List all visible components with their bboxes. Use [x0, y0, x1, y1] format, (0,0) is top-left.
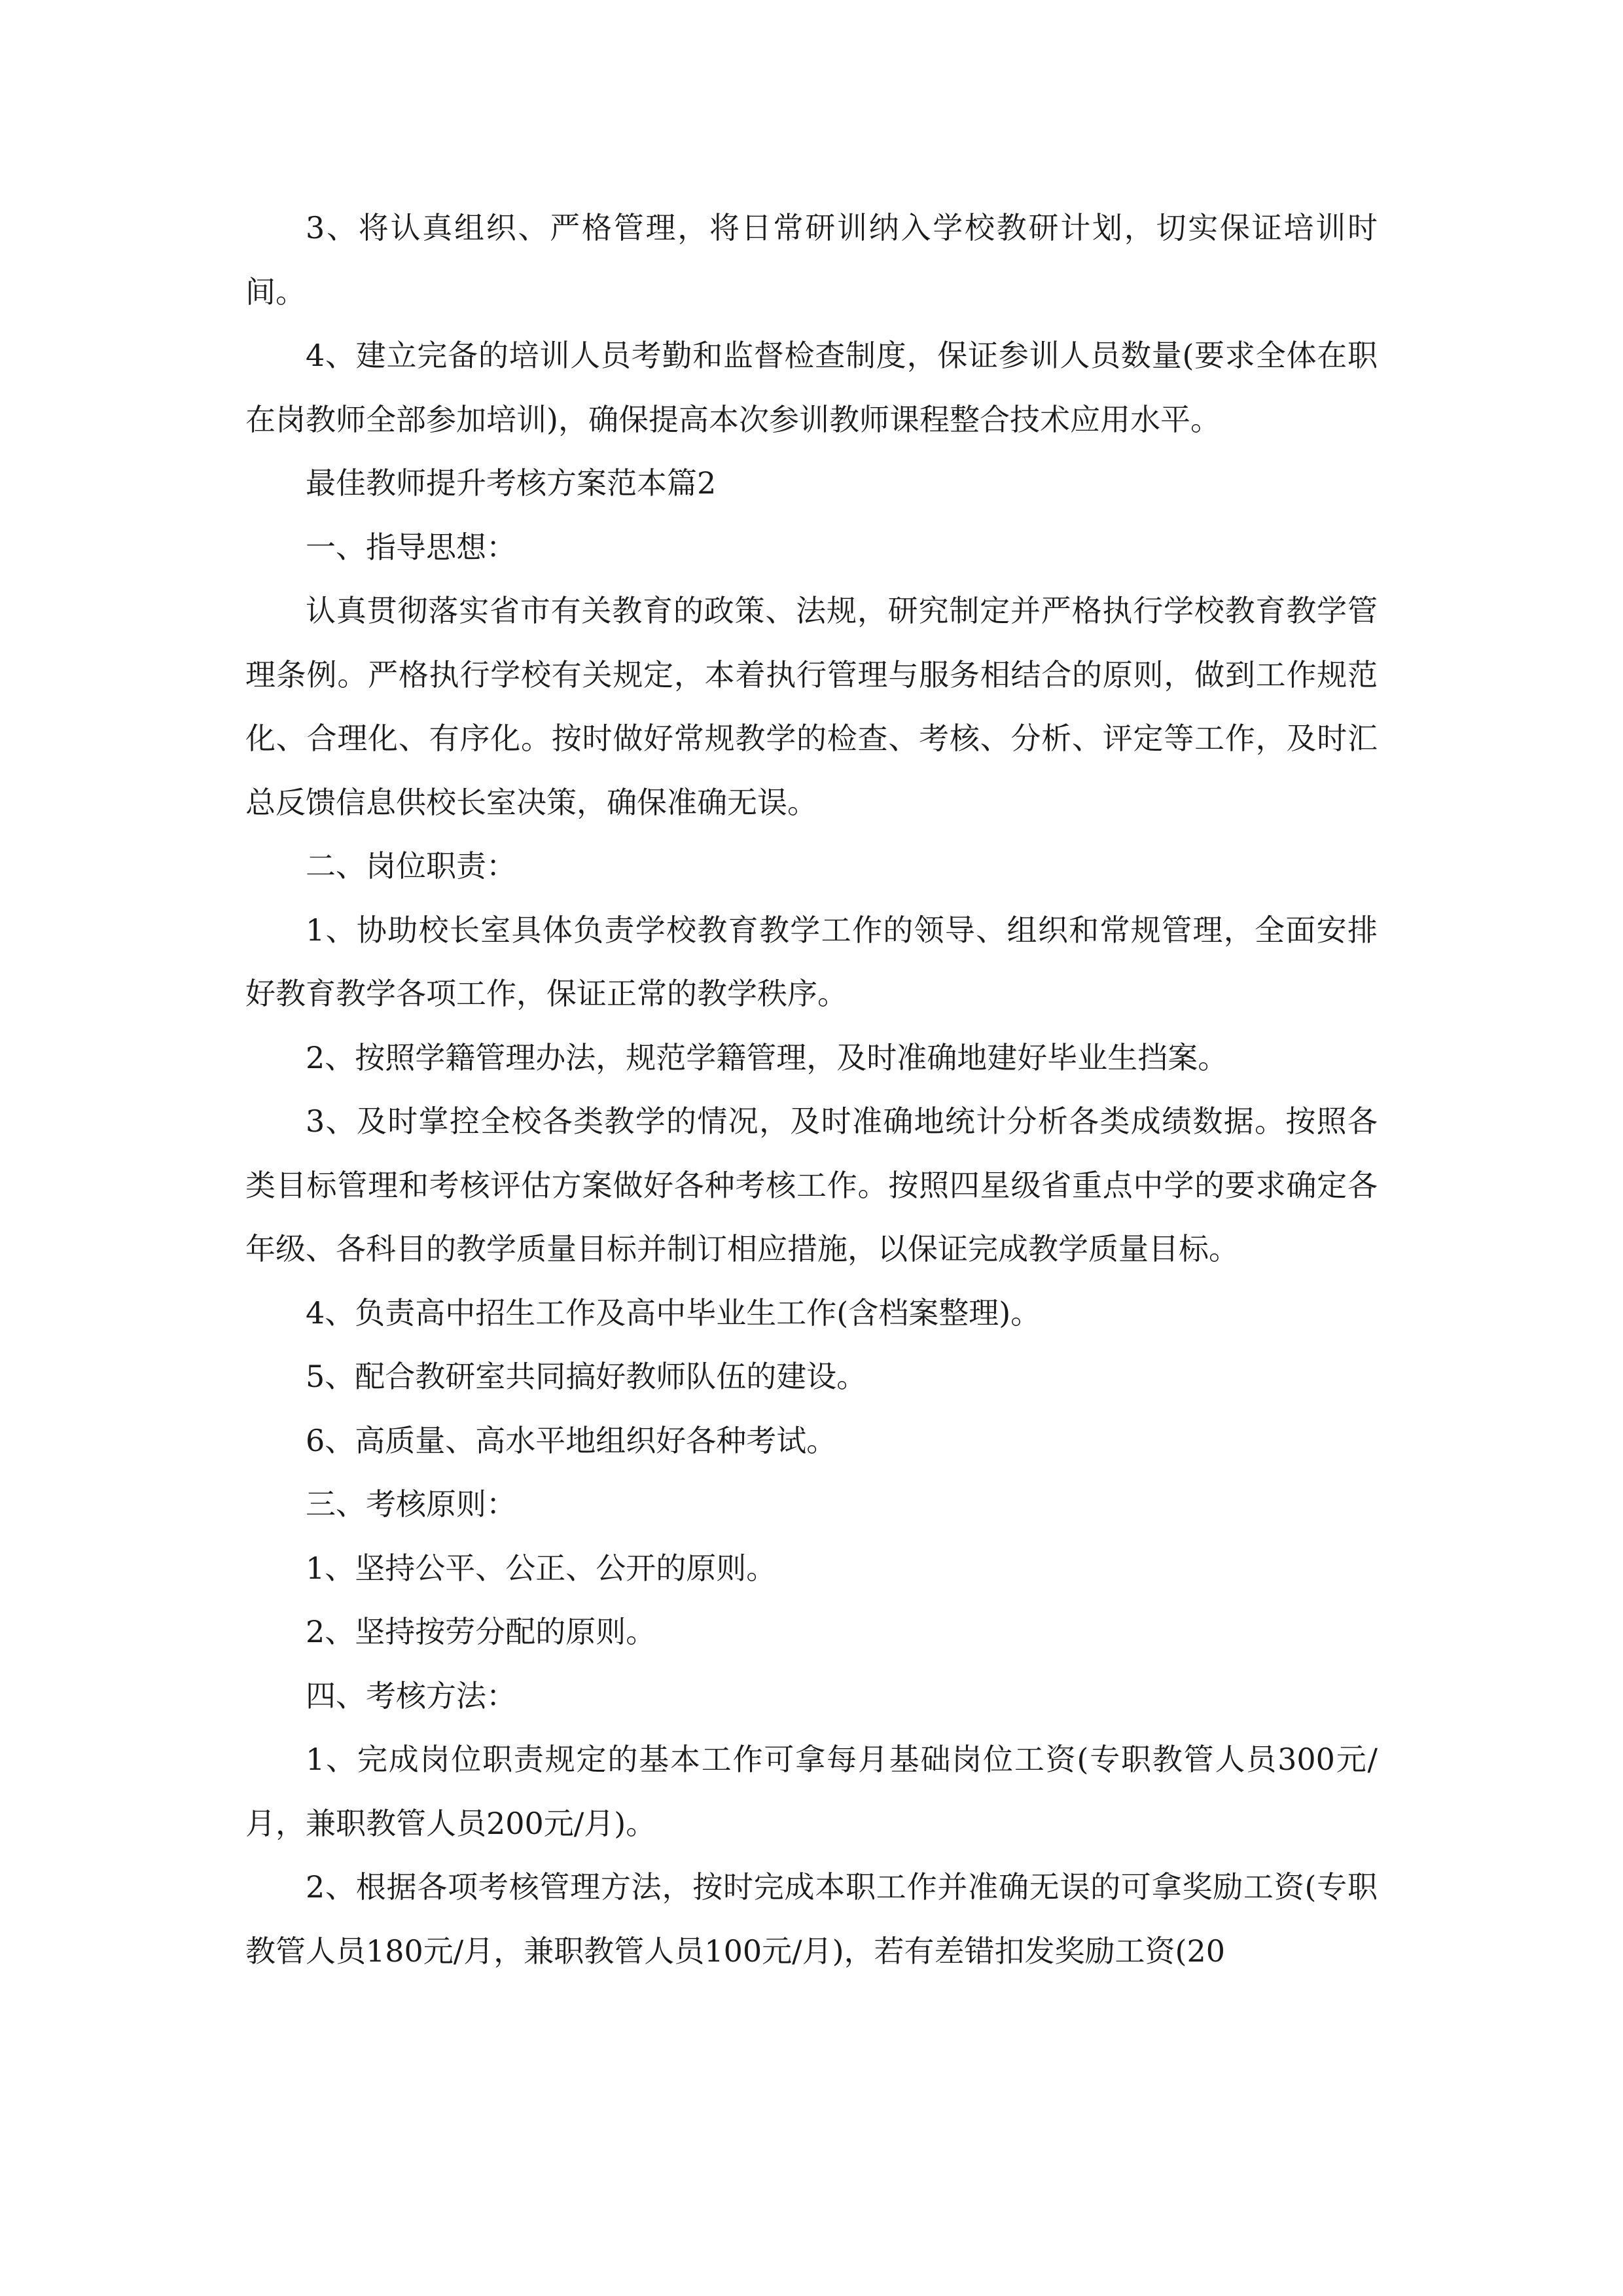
heading-assessment-methods: 四、考核方法：	[306, 1677, 516, 1713]
paragraph-attendance-system: 4、建立完备的培训人员考勤和监督检查制度，保证参训人员数量(要求全体在职在岗教师全部参加培训)，确保提高本次参训教师课程整合技术应用水平。	[245, 338, 1378, 437]
paragraph-duty-2: 2、按照学籍管理办法，规范学籍管理，及时准确地建好毕业生挡案。	[306, 1039, 1228, 1075]
paragraph-duty-5: 5、配合教研室共同搞好教师队伍的建设。	[306, 1359, 867, 1394]
paragraph-principle-2: 2、坚持按劳分配的原则。	[306, 1614, 656, 1649]
paragraph-principle-1: 1、坚持公平、公正、公开的原则。	[306, 1550, 777, 1586]
heading-guiding-ideology: 一、指导思想：	[306, 529, 516, 565]
heading-assessment-principles: 三、考核原则：	[306, 1486, 516, 1522]
paragraph-duty-6: 6、高质量、高水平地组织好各种考试。	[306, 1422, 837, 1458]
section-title-part-2: 最佳教师提升考核方案范本篇2	[306, 465, 717, 501]
paragraph-training-organization: 3、将认真组织、严格管理，将日常研训纳入学校教研计划，切实保证培训时间。	[245, 210, 1378, 310]
paragraph-method-1: 1、完成岗位职责规定的基本工作可拿每月基础岗位工资(专职教管人员300元/月，兼职教管人员200元/月)。	[245, 1742, 1378, 1841]
paragraph-method-2: 2、根据各项考核管理方法，按时完成本职工作并准确无误的可拿奖励工资(专职教管人员180元/月，兼职教管人员100元/月)，若有差错扣发奖励工资(20	[245, 1869, 1378, 1969]
paragraph-guiding-ideology: 认真贯彻落实省市有关教育的政策、法规，研究制定并严格执行学校教育教学管理条例。严格执行学校有关规定，本着执行管理与服务相结合的原则，做到工作规范化、合理化、有序化。按时做好常规教学的检查、考核、分析、评定等工作，及时汇总反馈信息供校长室决策，确保准确无误。	[245, 593, 1378, 820]
paragraph-duty-1: 1、协助校长室具体负责学校教育教学工作的领导、组织和常规管理，全面安排好教育教学各项工作，保证正常的教学秩序。	[245, 912, 1378, 1011]
paragraph-duty-4: 4、负责高中招生工作及高中毕业生工作(含档案整理)。	[306, 1295, 1041, 1331]
paragraph-duty-3: 3、及时掌控全校各类教学的情况，及时准确地统计分析各类成绩数据。按照各类目标管理和考核评估方案做好各种考核工作。按照四星级省重点中学的要求确定各年级、各科目的教学质量目标并制订相应措施，以保证完成教学质量目标。	[245, 1103, 1378, 1266]
heading-job-duties: 二、岗位职责：	[306, 848, 516, 884]
document-page	[245, 196, 1378, 1983]
